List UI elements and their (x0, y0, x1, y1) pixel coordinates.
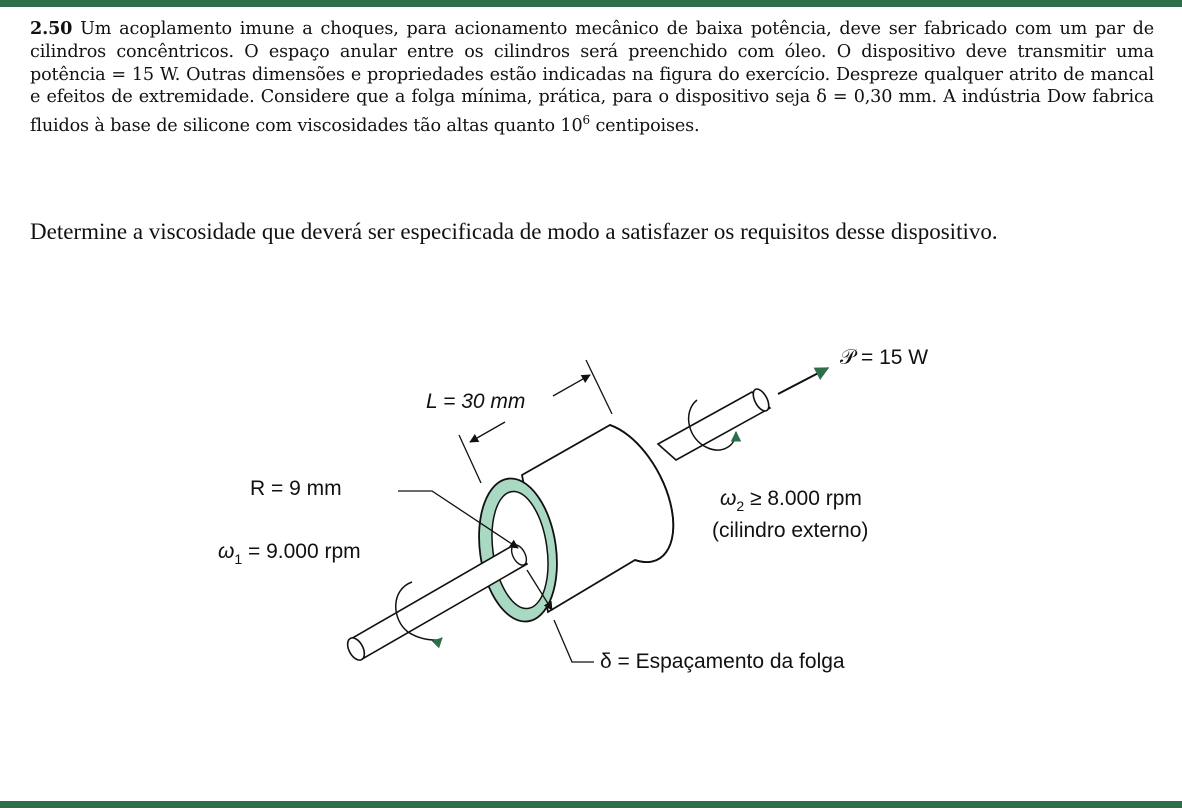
gap-label: δ = Espaçamento da folga (600, 650, 845, 673)
power-label: 𝒫 = 15 W (840, 346, 929, 369)
length-label: L = 30 mm (426, 390, 526, 413)
output-shaft (658, 387, 772, 460)
omega2-label: $\omega_2 \ge 8.000$ rpm (720, 487, 862, 514)
bottom-frame-bar (0, 801, 1182, 808)
problem-exponent: 6 (582, 113, 591, 128)
problem-statement (30, 18, 1154, 138)
problem-text: Um acoplamento imune a choques, para acionamento mecânico de baixa potência, deve ser fabricado com um par de cilindros concêntricos. O espaço anular entre os cilindros será preenchido com óleo. O dispositivo deve transmitir uma potência = 15 W. Outras dimensões e propriedades estão indicadas na figura do exercício. Despreze qualquer atrito de mancal e efeitos de extremidade. Considere que a folga mínima, prática, para o dispositivo seja δ = 0,30 mm. A indústria Dow fabrica fluidos à base de silicone com viscosidades tão altas quanto 10 (30, 19, 1154, 137)
radius-label: R = 9 mm (250, 477, 342, 500)
top-frame-bar (0, 0, 1182, 7)
coupling-figure (0, 320, 1182, 700)
question-text: Determine a viscosidade que deverá ser especificada de modo a satisfazer os requisitos desse dispositivo. (30, 219, 998, 244)
problem-text-end: centipoises. (590, 116, 700, 137)
problem-number: 2.50 (30, 18, 73, 39)
omega2-note: (cilindro externo) (712, 519, 869, 542)
power-arrow (778, 368, 828, 394)
omega1-label: $\omega_1 = 9.000$ rpm (218, 540, 361, 567)
